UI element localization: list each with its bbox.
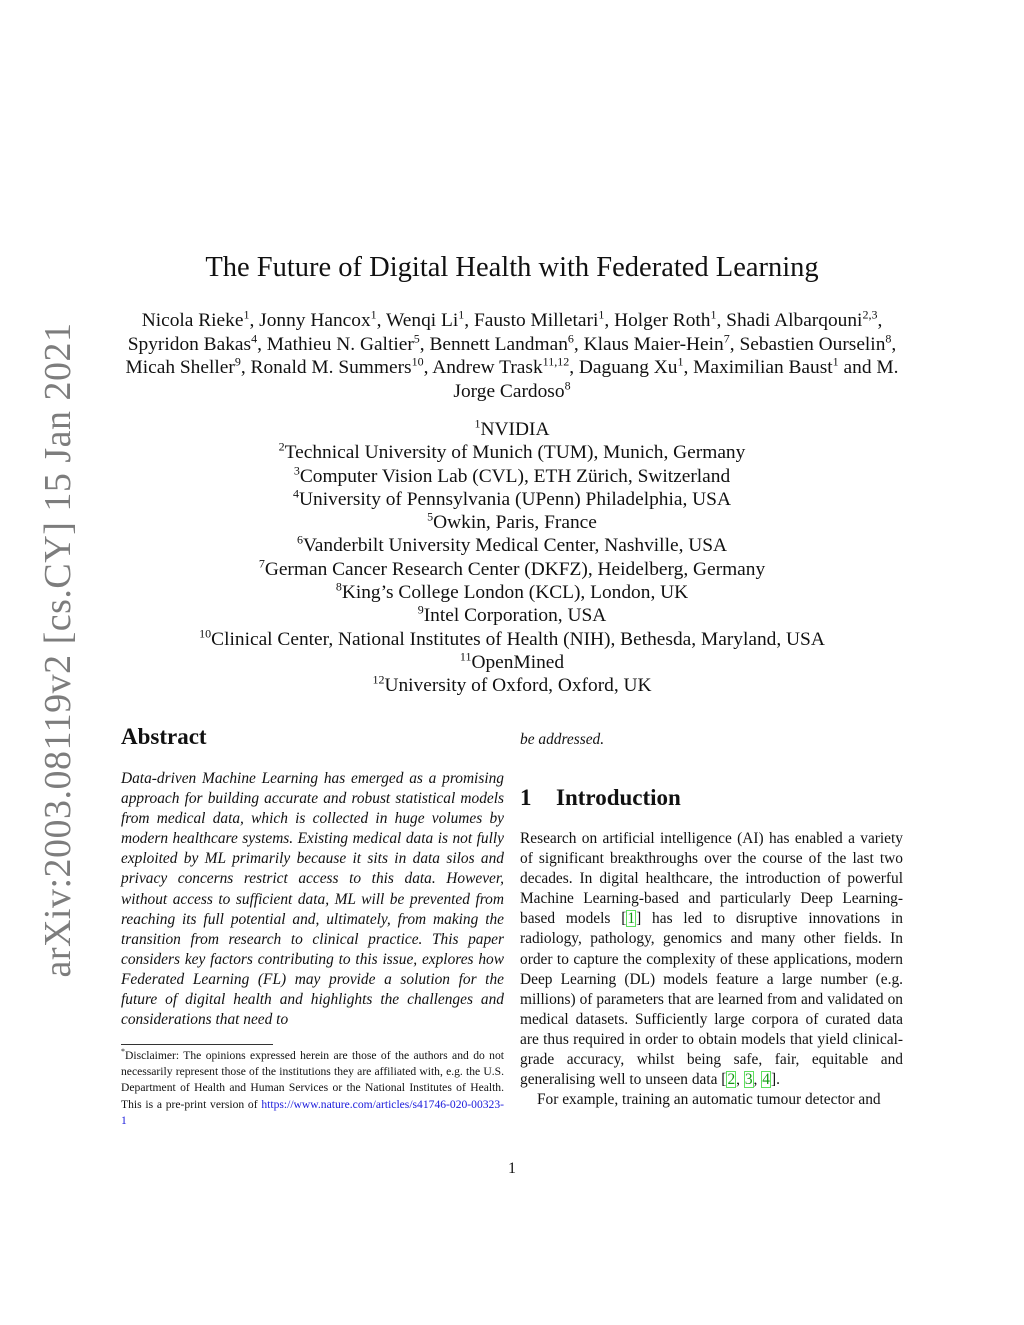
- author-name: Spyridon Bakas: [127, 333, 252, 355]
- author-name: Klaus Maier-Hein: [583, 333, 724, 355]
- section-title: Introduction: [556, 785, 681, 810]
- affiliation-line: [112, 418, 912, 441]
- affiliation-number: 8: [335, 579, 342, 594]
- section-number: 1: [520, 785, 532, 810]
- author-affiliation-mark: 2,3: [862, 307, 878, 322]
- citation-link[interactable]: 1: [627, 910, 636, 928]
- affiliation-line: [112, 674, 912, 697]
- author-affiliation-mark: 9: [234, 354, 241, 369]
- affiliation-number: 4: [293, 486, 300, 501]
- affiliation-line: [112, 488, 912, 511]
- author-affiliation-mark: 1: [677, 354, 684, 369]
- abstract-heading: Abstract: [121, 724, 207, 749]
- introduction-heading: [520, 785, 681, 811]
- affiliation-line: [112, 628, 912, 651]
- citation-link[interactable]: 4: [762, 1071, 770, 1089]
- affiliation-number: 12: [372, 672, 385, 687]
- author-name: Nicola Rieke: [141, 310, 244, 331]
- affiliation-text: Vanderbilt University Medical Center, Nashville, USA: [302, 535, 728, 557]
- author-name: Wenqi Li: [386, 310, 459, 331]
- affiliation-number: 1: [474, 416, 481, 431]
- footnote-url-link[interactable]: https://www.nature.com/articles/s41746-020-00323-1: [121, 1097, 504, 1127]
- abstract-continuation: be addressed.: [520, 731, 605, 748]
- author-separator: ,: [683, 357, 694, 378]
- affiliation-text: University of Pennsylvania (UPenn) Philadelphia, USA: [299, 488, 731, 510]
- affiliation-number: 6: [296, 533, 303, 548]
- author-separator: ,: [240, 357, 251, 378]
- affiliation-line: [112, 441, 912, 464]
- affiliation-number: 7: [258, 556, 265, 571]
- author-affiliation-mark: 4: [251, 331, 258, 346]
- author-name: Ronald M. Summers: [250, 357, 412, 378]
- disclaimer-footnote: [121, 1048, 504, 1129]
- author-separator: ,: [376, 310, 387, 331]
- affiliation-line: [112, 581, 912, 604]
- author-affiliation-mark: 6: [567, 331, 574, 346]
- citation-link[interactable]: 2: [727, 1071, 736, 1089]
- author-affiliation-mark: 1: [370, 307, 377, 322]
- affiliation-text: Technical University of Munich (TUM), Munich, Germany: [284, 442, 746, 464]
- affiliation-number: 11: [459, 649, 472, 664]
- affiliation-line: [112, 558, 912, 581]
- author-affiliation-mark: 8: [564, 378, 571, 393]
- author-separator: ,: [604, 310, 615, 331]
- author-affiliation-mark: 8: [885, 331, 892, 346]
- author-separator: ,: [891, 333, 897, 355]
- page-number: 1: [508, 1160, 516, 1177]
- affiliation-text: German Cancer Research Center (DKFZ), Heidelberg, Germany: [264, 558, 766, 580]
- author-affiliation-mark: 11,12: [542, 354, 570, 369]
- footnote-rule: [121, 1044, 273, 1045]
- affiliation-number: 5: [427, 509, 434, 524]
- affiliation-line: [112, 465, 912, 488]
- author-separator: ,: [249, 310, 260, 331]
- affiliation-number: 10: [199, 626, 212, 641]
- affiliation-list: [112, 418, 912, 698]
- author-separator: ,: [257, 333, 267, 355]
- arxiv-identifier-stamp[interactable]: arXiv:2003.08119v2 [cs.CY] 15 Jan 2021: [37, 322, 79, 978]
- affiliation-text: University of Oxford, Oxford, UK: [384, 675, 652, 697]
- affiliation-text: King’s College London (KCL), London, UK: [341, 582, 689, 604]
- author-separator: ,: [419, 333, 430, 355]
- affiliation-text: Owkin, Paris, France: [433, 512, 597, 534]
- affiliation-line: [112, 604, 912, 627]
- affiliation-number: 3: [293, 463, 300, 478]
- affiliation-line: [112, 534, 912, 557]
- affiliation-line: [112, 651, 912, 674]
- author-separator: ,: [573, 333, 584, 355]
- author-name: Daguang Xu: [578, 357, 678, 378]
- author-separator: ,: [877, 310, 883, 331]
- affiliation-text: Intel Corporation, USA: [423, 605, 607, 627]
- author-affiliation-mark: 1: [832, 354, 839, 369]
- footnote-text: Disclaimer: The opinions expressed herein are those of the authors and do not necessarily represent those of the institutions they are affiliated with, e.g. the U.S. Department of Health and Human Services or the National Institutes of Health. This is a pre-print version of: [121, 1049, 504, 1111]
- author-name: Fausto Milletari: [473, 310, 599, 331]
- introduction-body: [520, 829, 903, 1110]
- affiliation-text: NVIDIA: [480, 419, 550, 440]
- author-affiliation-mark: 1: [243, 307, 250, 322]
- paper-title: The Future of Digital Health with Federated Learning: [205, 252, 819, 283]
- author-affiliation-mark: 10: [411, 354, 424, 369]
- author-separator: ,: [729, 333, 740, 355]
- author-separator: ,: [716, 310, 727, 331]
- author-name: Sebastien Ourselin: [739, 333, 886, 355]
- author-name: Holger Roth: [614, 310, 711, 331]
- author-affiliation-mark: 7: [723, 331, 730, 346]
- author-name: Mathieu N. Galtier: [266, 333, 414, 355]
- affiliation-number: 2: [278, 439, 285, 454]
- abstract-body: Data-driven Machine Learning has emerged as a promising approach for building accurate and robust statistical models from medical data, which is collected in huge volumes by modern healthcare systems. Existing medical data is not fully exploited by ML primarily because it sits in data silos and privacy concerns restrict access to this data. However, without access to sufficient data, ML will be prevented from reaching its full potential and, ultimately, from making the transition from research to clinical practice. This paper considers key factors contributing to this issue, explores how Federated Learning (FL) may provide a solution for the future of digital health and highlights the challenges and considerations that need to: [121, 770, 504, 1029]
- author-name: Jonny Hancox: [259, 310, 371, 331]
- author-name: Shadi Albarqouni: [726, 310, 863, 331]
- affiliation-text: Clinical Center, National Institutes of Health (NIH), Bethesda, Maryland, USA: [211, 628, 825, 650]
- affiliation-number: 9: [417, 602, 424, 617]
- author-affiliation-mark: 1: [458, 307, 465, 322]
- author-separator: ,: [464, 310, 474, 331]
- author-separator: ,: [569, 357, 579, 378]
- citation-link[interactable]: 3: [744, 1071, 753, 1089]
- paragraph-text: .: [776, 1071, 780, 1089]
- paragraph-text: has led to disruptive innovations in radiology, pathology, genomics and many other fields. In order to capture the complexity of these applications, modern Deep Learning (DL) models feature a large number (e.g. millions) of parameters that are learned from and validated on medical datasets. Sufficiently large corpora of curated data are thus required in order to obtain models that yield clinical-grade accuracy, whilst being safe, fair, equitable and generalising well to unseen data: [520, 910, 903, 1089]
- introduction-paragraph-1: Research on artificial intelligence (AI) has enabled a variety of significant breakthroughs over the course of the last two decades. In digital healthcare, the introduction of powerful Machine Learning-based and particularly Deep Learning-based models [1] has led to disruptive innovations in radiology, pathology, genomics and many other fields. In order to capture the complexity of these applications, modern Deep Learning (DL) models feature a large number (e.g. millions) of parameters that are learned from and validated on medical datasets. Sufficiently large corpora of curated data are thus required in order to obtain models that yield clinical-grade accuracy, whilst being safe, fair, equitable and generalising well to unseen data [2, 3, 4].: [520, 830, 903, 1089]
- author-affiliation-mark: 5: [413, 331, 420, 346]
- paragraph-text: Research on artificial intelligence (AI) has enabled a variety of significant breakthroughs over the course of the last two decades. In digital healthcare, the introduction of powerful Machine Learning-based and particularly Deep Learning-based models: [520, 830, 903, 928]
- introduction-paragraph-2: For example, training an automatic tumour detector and: [537, 1091, 881, 1109]
- affiliation-text: Computer Vision Lab (CVL), ETH Zürich, Switzerland: [299, 465, 731, 487]
- author-name: M. Jorge Cardoso: [453, 357, 899, 402]
- affiliation-line: [112, 511, 912, 534]
- footnote-mark: *: [121, 1047, 125, 1057]
- author-affiliation-mark: 1: [598, 307, 605, 322]
- author-name: Micah Sheller: [125, 357, 235, 378]
- author-name: Bennett Landman: [429, 333, 568, 355]
- author-separator: and: [838, 357, 877, 378]
- author-affiliation-mark: 1: [710, 307, 717, 322]
- author-name: Andrew Trask: [432, 357, 543, 378]
- author-name: Maximilian Baust: [693, 357, 833, 378]
- author-list: [112, 309, 912, 403]
- author-separator: ,: [423, 357, 433, 378]
- affiliation-text: OpenMined: [471, 651, 565, 673]
